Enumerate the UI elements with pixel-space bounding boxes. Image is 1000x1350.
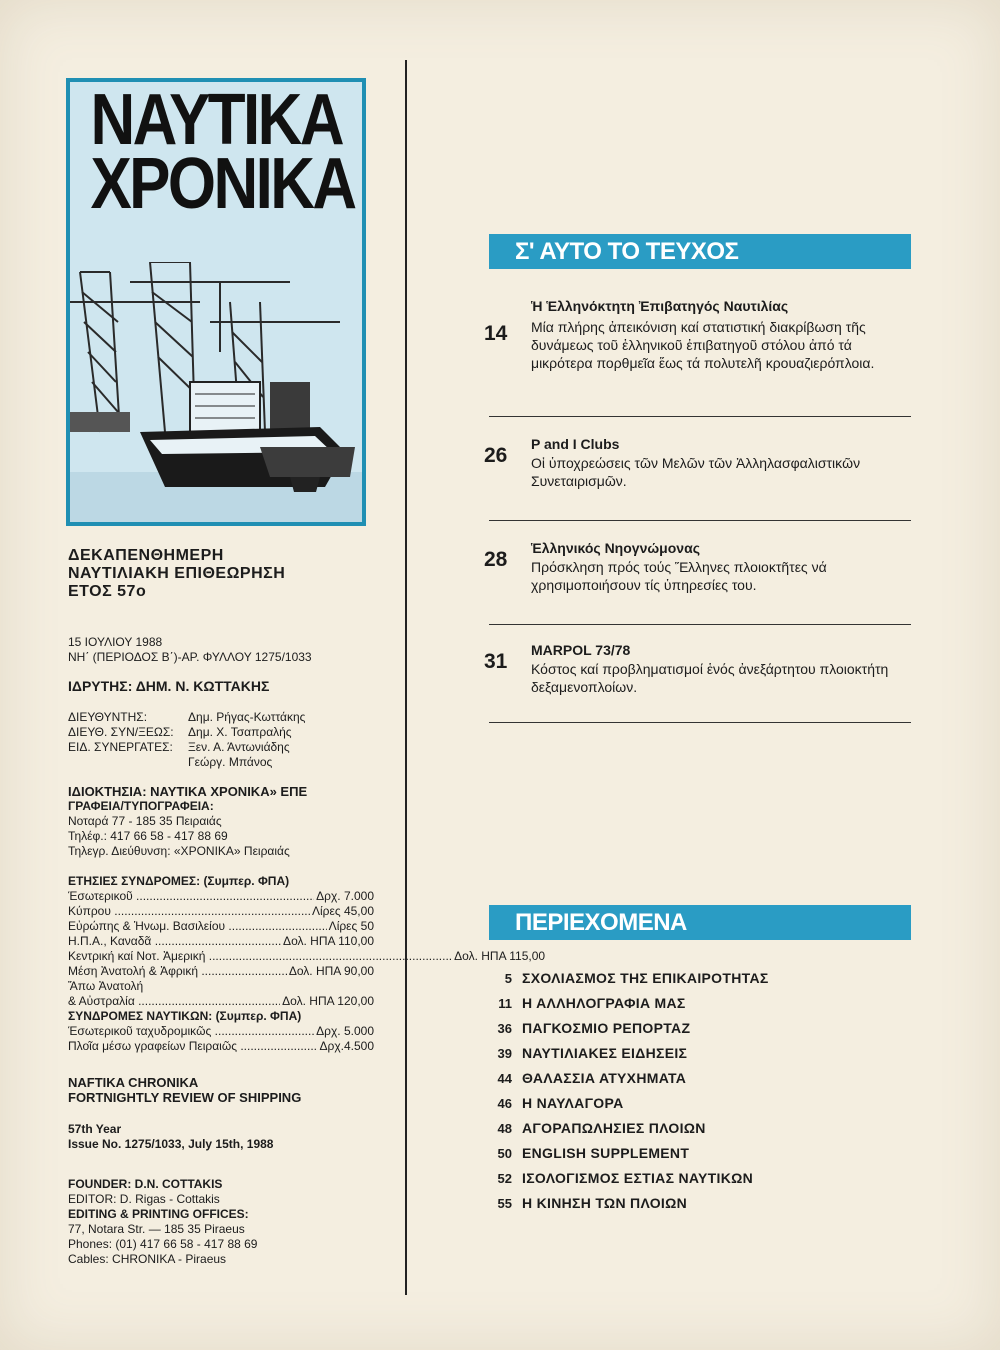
subscription-region: Μέση Ἀνατολή & Ἀφρική ..... — [68, 964, 287, 979]
contents-page: 5 — [504, 971, 512, 986]
feature-title: MARPOL 73/78 — [531, 642, 631, 658]
issue-number: ΝΗ΄ (ΠΕΡΙΟΔΟΣ Β΄)-ΑΡ. ΦΥΛΛΟΥ 1275/1033 — [68, 650, 312, 664]
contents-title: ΝΑΥΤΙΛΙΑΚΕΣ ΕΙΔΗΣΕΙΣ — [522, 1045, 688, 1061]
subscription-price: Δρχ.4.500 — [319, 1039, 374, 1053]
contents-item — [470, 1195, 687, 1211]
contents-title: ΠΑΓΚΟΣΜΙΟ ΡΕΠΟΡΤΑΖ — [522, 1020, 691, 1036]
subscription-price: Δρχ. 7.000 — [316, 889, 374, 903]
english-subtitle: FORTNIGHTLY REVIEW OF SHIPPING — [68, 1090, 302, 1105]
english-title-block — [68, 1075, 301, 1105]
subscription-region: & Αὐστραλία ..... — [68, 994, 280, 1009]
issue-en: Issue No. 1275/1033, July 15th, 1988 — [68, 1137, 274, 1151]
feature-description: Κόστος καί προβληματισμοί ἑνός ἀνεξάρτητου πλοιοκτήτη δεξαμενοπλοίων. — [531, 661, 889, 695]
feature-item — [440, 432, 920, 492]
staff-name: Δημ. Ρήγας-Κωττάκης — [188, 710, 306, 724]
subscription-region: Κεντρική καί Νοτ. Ἀμερική ..... — [68, 949, 452, 964]
ownership: ΙΔΙΟΚΤΗΣΙΑ: ΝΑΥΤΙΚΑ ΧΡΟΝΙΚΑ» ΕΠΕ — [68, 784, 308, 799]
cable-address: Τηλεγρ. Διεύθυνση: «ΧΡΟΝΙΚΑ» Πειραιάς — [68, 844, 290, 858]
contents-title: ENGLISH SUPPLEMENT — [522, 1145, 690, 1161]
subscription-row — [68, 889, 374, 904]
staff-name: Δημ. Χ. Τσαπραλής — [188, 725, 292, 739]
contents-title: Η ΑΛΛΗΛΟΓΡΑΦΙΑ ΜΑΣ — [522, 995, 686, 1011]
subscription-region: Κύπρου ..... — [68, 904, 310, 919]
subscription-row — [68, 994, 374, 1009]
masthead-line-2: ΧΡΟΝΙΚΑ — [90, 144, 355, 224]
contents-page: 44 — [497, 1071, 512, 1086]
founder-greek: ΙΔΡΥΤΗΣ: ΔΗΜ. Ν. ΚΩΤΤΑΚΗΣ — [68, 678, 270, 694]
subscription-row — [68, 964, 374, 979]
contents-item — [470, 1095, 623, 1111]
staff-role — [68, 755, 188, 770]
phones: Τηλέφ.: 417 66 58 - 417 88 69 — [68, 829, 228, 843]
subscription-price: Δρχ. 5.000 — [316, 1024, 374, 1038]
contents-page: 36 — [497, 1021, 512, 1036]
contents-title: ΙΣΟΛΟΓΙΣΜΟΣ ΕΣΤΙΑΣ ΝΑΥΤΙΚΩΝ — [522, 1170, 754, 1186]
contents-title: ΑΓΟΡΑΠΩΛΗΣΙΕΣ ΠΛΟΙΩΝ — [522, 1120, 706, 1136]
subscription-row — [68, 1039, 374, 1054]
contents-page: 39 — [497, 1046, 512, 1061]
subscription-price: Δολ. ΗΠΑ 110,00 — [283, 934, 374, 948]
offices-en: EDITING & PRINTING OFFICES: — [68, 1207, 249, 1221]
phones-en: Phones: (01) 417 66 58 - 417 88 69 — [68, 1237, 258, 1251]
subscription-price: Δολ. ΗΠΑ 90,00 — [288, 964, 374, 978]
feature-item — [440, 638, 920, 698]
feature-page-number: 26 — [484, 444, 508, 467]
staff-name: Γεώργ. Μπάνος — [188, 755, 273, 769]
feature-title: P and I Clubs — [531, 436, 620, 452]
publication-subtitle — [68, 547, 386, 601]
contents-item — [470, 1045, 687, 1061]
masthead-line-1: ΝΑΥΤΙΚΑ — [90, 80, 342, 160]
staff-name: Ξεν. Α. Άντωνιάδης — [188, 740, 290, 754]
offices-heading: ΓΡΑΦΕΙΑ/ΤΥΠΟΓΡΑΦΕΙΑ: — [68, 799, 214, 813]
english-staff-block — [68, 1177, 257, 1267]
address-en: 77, Notara Str. — 185 35 Piraeus — [68, 1222, 245, 1236]
subscription-region: Εὐρώπης & Ἡνωμ. Βασιλείου ..... — [68, 919, 327, 934]
feature-divider — [489, 416, 911, 417]
feature-page-number: 14 — [484, 322, 508, 345]
contents-page: 52 — [497, 1171, 512, 1186]
contents-item — [470, 1070, 686, 1086]
subscription-price: Δολ. ΗΠΑ 115,00 — [454, 949, 546, 963]
contents-title: ΣΧΟΛΙΑΣΜΟΣ ΤΗΣ ΕΠΙΚΑΙΡΟΤΗΤΑΣ — [522, 970, 769, 986]
subscription-row — [68, 1024, 374, 1039]
subscription-row — [68, 949, 546, 964]
feature-description: Πρόσκληση πρός τούς Ἕλληνες πλοιοκτῆτες νά χρησιμοποιήσουν τίς ὑπηρεσίες του. — [531, 559, 827, 593]
feature-divider — [489, 520, 911, 521]
contents-title: ΘΑΛΑΣΣΙΑ ΑΤΥΧΗΜΑΤΑ — [522, 1070, 687, 1086]
contents-title: Η ΚΙΝΗΣΗ ΤΩΝ ΠΛΟΙΩΝ — [522, 1195, 688, 1211]
cables-en: Cables: CHRONIKA - Piraeus — [68, 1252, 227, 1266]
english-issue-block — [68, 1122, 273, 1152]
founder-en: FOUNDER: D.N. COTTAKIS — [68, 1177, 223, 1191]
subscription-region: Ἄπω Ἀνατολή — [68, 979, 144, 993]
subscription-row — [68, 919, 374, 934]
staff-role: ΔΙΕΥΘ. ΣΥΝ/ΞΕΩΣ: — [68, 725, 174, 739]
feature-item — [440, 536, 920, 596]
staff-row — [68, 710, 305, 725]
staff-row — [68, 755, 305, 770]
subscription-price: Δολ. ΗΠΑ 120,00 — [282, 994, 374, 1008]
contents-item — [470, 1120, 706, 1136]
contents-page: 11 — [498, 996, 512, 1011]
staff-list-greek — [68, 710, 305, 770]
subtitle-line: ΕΤΟΣ 57ο — [68, 583, 147, 600]
feature-page-number: 28 — [484, 548, 508, 571]
feature-divider — [489, 722, 911, 723]
contents-item — [470, 970, 769, 986]
staff-role: ΔΙΕΥΘΥΝΤΗΣ: — [68, 710, 148, 724]
contents-title: Η ΝΑΥΛΑΓΟΡΑ — [522, 1095, 624, 1111]
feature-description: Οἱ ὑποχρεώσεις τῶν Μελῶν τῶν Ἀλληλασφαλιστικῶν Συνεταιρισμῶν. — [531, 455, 861, 489]
staff-row — [68, 740, 305, 755]
masthead — [90, 80, 355, 224]
contents-page: 50 — [497, 1146, 512, 1161]
contents-item — [470, 995, 686, 1011]
subtitle-line: ΝΑΥΤΙΛΙΑΚΗ ΕΠΙΘΕΩΡΗΣΗ — [68, 565, 286, 582]
port-cranes-ship-illustration — [70, 262, 362, 526]
editor-en: EDITOR: D. Rigas - Cottakis — [68, 1192, 220, 1206]
feature-description: Μία πλήρης ἀπεικόνιση καί στατιστική διακρίβωση τῆς δυνάμεως τοῦ ἑλληνικοῦ ἐπιβατηγοῦ στόλου ἀπό τά μικρότερα πορθμεῖα ἕως τά πολυτελῆ κρουαζιερόπλοια. — [531, 319, 875, 371]
column-divider — [405, 60, 407, 1295]
feature-divider — [489, 624, 911, 625]
contents-page: 55 — [497, 1196, 512, 1211]
subscriptions-heading: ΕΤΗΣΙΕΣ ΣΥΝΔΡΟΜΕΣ: (Συμπερ. ΦΠΑ) — [68, 874, 290, 888]
ownership-block — [68, 784, 307, 859]
issue-date-block — [68, 635, 312, 665]
year-en: 57th Year — [68, 1122, 122, 1136]
staff-row — [68, 725, 305, 740]
subscription-region: Έσωτερικοῦ ..... — [68, 889, 314, 904]
contents-page: 46 — [497, 1096, 512, 1111]
feature-page-number: 31 — [484, 650, 508, 673]
address: Νοταρά 77 - 185 35 Πειραιάς — [68, 814, 222, 828]
issue-date: 15 ΙΟΥΛΙΟΥ 1988 — [68, 635, 163, 649]
subscription-price: Λίρες 45,00 — [311, 904, 374, 918]
feature-item — [440, 294, 920, 384]
contents-item — [470, 1170, 753, 1186]
in-this-issue-heading: Σ' ΑΥΤΟ ΤΟ ΤΕΥΧΟΣ — [489, 234, 911, 269]
staff-role: ΕΙΔ. ΣΥΝΕΡΓΑΤΕΣ: — [68, 740, 173, 754]
feature-title: Ἡ Ἑλληνόκτητη Ἐπιβατηγός Ναυτιλίας — [531, 298, 789, 314]
cover-image — [66, 78, 366, 526]
contents-heading: ΠΕΡΙΕΧΟΜΕΝΑ — [489, 905, 911, 940]
subscription-region: Έσωτερικοῦ ταχυδρομικῶς ..... — [68, 1024, 314, 1039]
english-title: NAFTIKA CHRONIKA — [68, 1075, 199, 1090]
subscription-region: Πλοῖα μέσω γραφείων Πειραιῶς ..... — [68, 1039, 317, 1054]
contents-item — [470, 1145, 689, 1161]
subscription-price: Λίρες 50 — [328, 919, 374, 933]
contents-item — [470, 1020, 690, 1036]
subscription-region: Η.Π.Α., Καναδᾶ ..... — [68, 934, 281, 949]
subscription-row — [68, 904, 374, 919]
feature-title: Ἑλληνικός Νηογνώμονας — [531, 540, 700, 556]
seafarer-subscriptions-heading: ΣΥΝΔΡΟΜΕΣ ΝΑΥΤΙΚΩΝ: (Συμπερ. ΦΠΑ) — [68, 1009, 302, 1023]
contents-page: 48 — [497, 1121, 512, 1136]
subtitle-line: ΔΕΚΑΠΕΝΘΗΜΕΡΗ — [68, 547, 224, 564]
subscription-row — [68, 934, 374, 949]
